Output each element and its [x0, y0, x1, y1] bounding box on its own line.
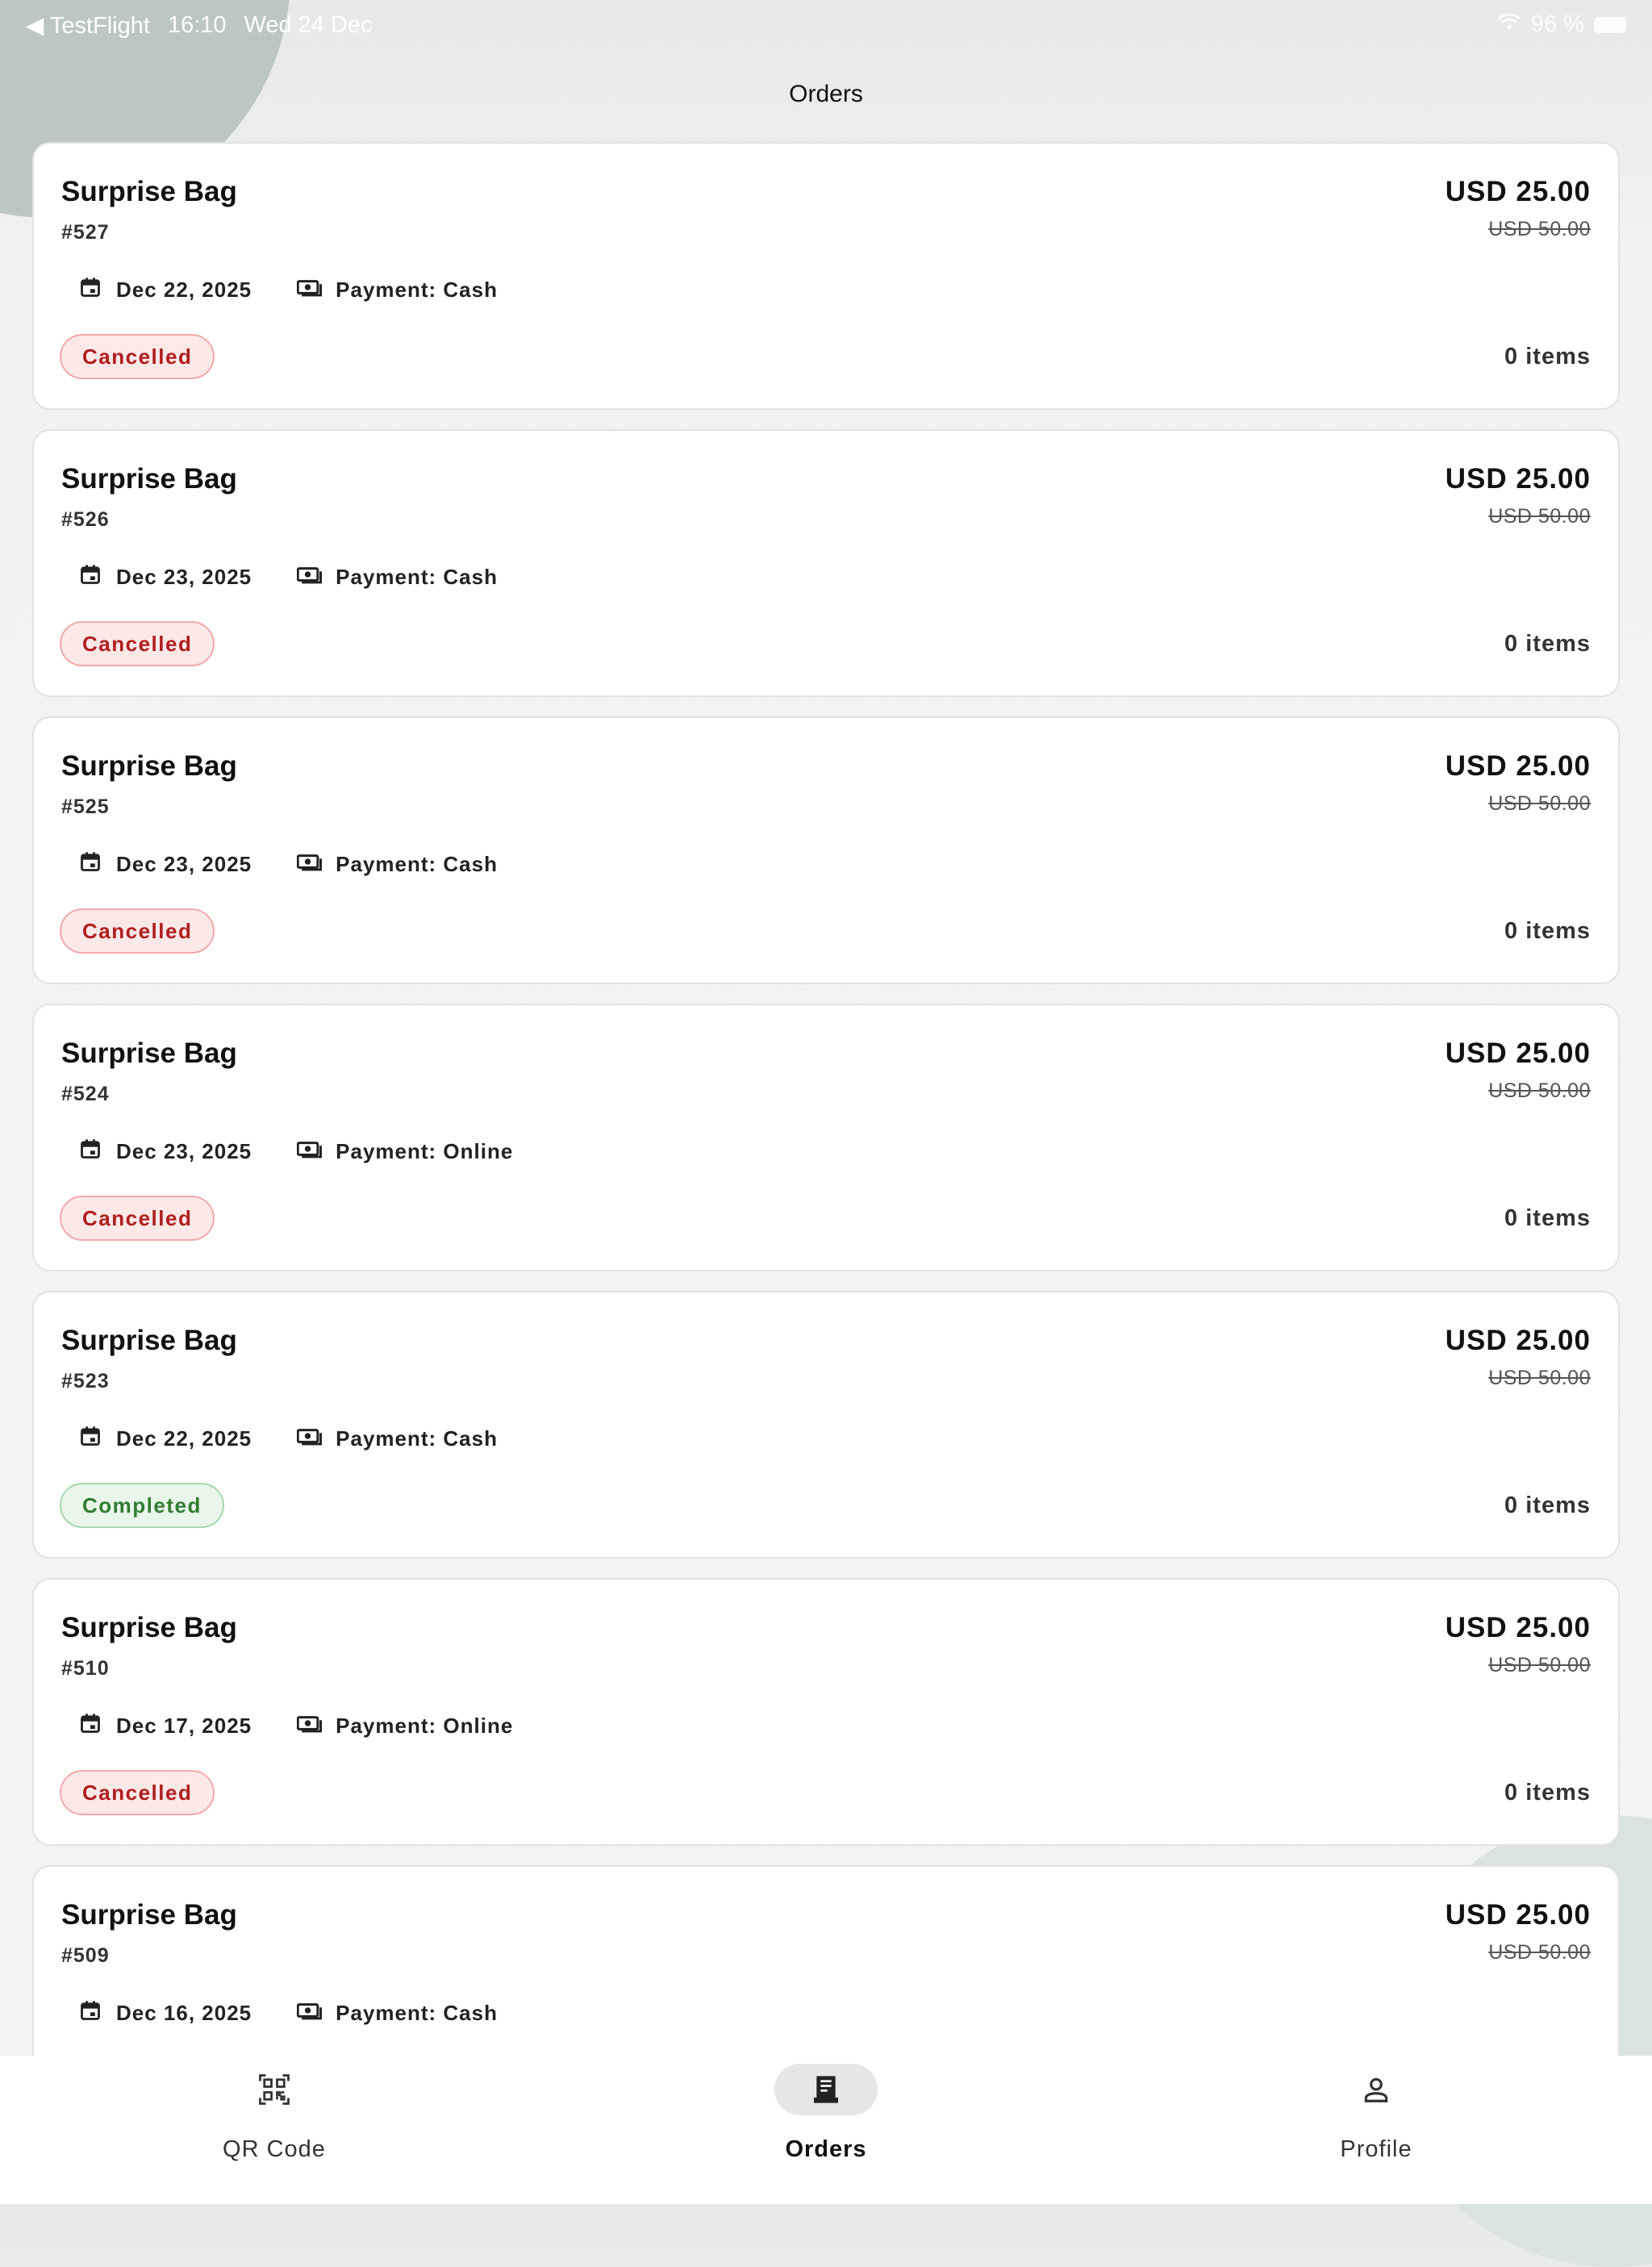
order-price: USD 25.00: [1445, 750, 1591, 782]
order-original-price: USD 50.00: [1488, 1079, 1591, 1102]
order-price: USD 25.00: [1445, 1325, 1591, 1356]
order-meta: [79, 850, 498, 879]
calendar-icon: [79, 563, 102, 591]
order-date: Dec 23, 2025: [116, 852, 252, 876]
wifi-icon: [1497, 12, 1521, 37]
order-number: #509: [61, 1944, 110, 1967]
order-meta: [79, 563, 498, 591]
item-count: 0 items: [1504, 1780, 1591, 1806]
tab-label: Profile: [1340, 2136, 1412, 2162]
receipt-icon: [774, 2064, 878, 2115]
item-count: 0 items: [1504, 1205, 1591, 1231]
order-number: #525: [61, 795, 110, 818]
order-meta: [79, 276, 498, 304]
payment-method: Payment: Cash: [336, 278, 498, 302]
battery-icon: [1594, 17, 1626, 33]
payment-method: Payment: Online: [336, 1714, 514, 1738]
status-badge: Cancelled: [60, 621, 215, 666]
order-date: Dec 23, 2025: [116, 565, 252, 589]
item-count: 0 items: [1504, 631, 1591, 657]
order-date: Dec 17, 2025: [116, 1714, 252, 1738]
status-badge: Cancelled: [60, 1770, 215, 1815]
order-price: USD 25.00: [1445, 1899, 1591, 1931]
order-meta: [79, 1999, 498, 2027]
order-card[interactable]: [32, 429, 1620, 697]
status-date: Wed 24 Dec: [244, 12, 373, 38]
cash-icon: [297, 1138, 323, 1165]
cash-icon: [297, 564, 323, 591]
order-title: Surprise Bag: [61, 176, 237, 207]
status-bar: [0, 0, 1652, 52]
order-number: #523: [61, 1370, 110, 1392]
order-original-price: USD 50.00: [1488, 1367, 1591, 1389]
order-card[interactable]: [32, 716, 1620, 984]
order-price: USD 25.00: [1445, 176, 1591, 207]
order-date: Dec 23, 2025: [116, 1139, 252, 1163]
cash-icon: [297, 2000, 323, 2027]
order-title: Surprise Bag: [61, 1899, 237, 1931]
tab-orders[interactable]: [665, 2056, 987, 2204]
calendar-icon: [79, 1138, 102, 1166]
order-date: Dec 22, 2025: [116, 1426, 252, 1451]
tab-profile[interactable]: [1215, 2056, 1537, 2204]
payment-method: Payment: Cash: [336, 852, 498, 876]
order-price: USD 25.00: [1445, 1037, 1591, 1069]
tab-label: QR Code: [223, 2136, 326, 2162]
calendar-icon: [79, 1425, 102, 1453]
order-title: Surprise Bag: [61, 750, 237, 782]
calendar-icon: [79, 1712, 102, 1740]
payment-method: Payment: Cash: [336, 1426, 498, 1451]
order-price: USD 25.00: [1445, 1612, 1591, 1643]
payment-method: Payment: Cash: [336, 565, 498, 589]
item-count: 0 items: [1504, 918, 1591, 944]
calendar-icon: [79, 276, 102, 304]
tab-label: Orders: [785, 2136, 867, 2162]
battery-percentage: 96 %: [1530, 11, 1584, 37]
order-original-price: USD 50.00: [1488, 218, 1591, 240]
tab-qr-code[interactable]: [113, 2056, 436, 2204]
calendar-icon: [79, 850, 102, 879]
order-number: #526: [61, 508, 110, 531]
calendar-icon: [79, 1999, 102, 2027]
order-date: Dec 16, 2025: [116, 2001, 252, 2025]
order-card[interactable]: [32, 142, 1620, 410]
cash-icon: [297, 277, 323, 303]
order-original-price: USD 50.00: [1488, 1654, 1591, 1676]
back-to-app-link[interactable]: ◀ TestFlight: [26, 13, 150, 39]
cash-icon: [297, 851, 323, 878]
order-meta: [79, 1712, 513, 1740]
order-meta: [79, 1425, 498, 1453]
order-card[interactable]: [32, 1291, 1620, 1559]
order-title: Surprise Bag: [61, 1325, 237, 1356]
tab-bar: [0, 2056, 1652, 2204]
status-badge: Completed: [60, 1483, 224, 1528]
order-price: USD 25.00: [1445, 463, 1591, 495]
order-original-price: USD 50.00: [1488, 505, 1591, 528]
payment-method: Payment: Cash: [336, 2001, 498, 2025]
order-original-price: USD 50.00: [1488, 1941, 1591, 1964]
order-number: #524: [61, 1083, 110, 1105]
orders-list[interactable]: [32, 142, 1620, 2152]
order-title: Surprise Bag: [61, 463, 237, 495]
order-title: Surprise Bag: [61, 1037, 237, 1069]
cash-icon: [297, 1426, 323, 1452]
order-card[interactable]: [32, 1578, 1620, 1846]
status-time: 16:10: [167, 12, 227, 38]
order-title: Surprise Bag: [61, 1612, 237, 1643]
order-number: #527: [61, 221, 110, 244]
qr-code-icon: [223, 2064, 326, 2115]
page-title: Orders: [789, 81, 863, 107]
order-card[interactable]: [32, 1004, 1620, 1271]
cash-icon: [297, 1713, 323, 1739]
item-count: 0 items: [1504, 1493, 1591, 1518]
order-number: #510: [61, 1657, 110, 1680]
order-date: Dec 22, 2025: [116, 278, 252, 302]
status-badge: Cancelled: [60, 334, 215, 379]
status-badge: Cancelled: [60, 908, 215, 954]
person-icon: [1325, 2064, 1428, 2115]
item-count: 0 items: [1504, 344, 1591, 369]
payment-method: Payment: Online: [336, 1139, 514, 1163]
order-meta: [79, 1138, 513, 1166]
order-original-price: USD 50.00: [1488, 792, 1591, 815]
status-badge: Cancelled: [60, 1196, 215, 1241]
